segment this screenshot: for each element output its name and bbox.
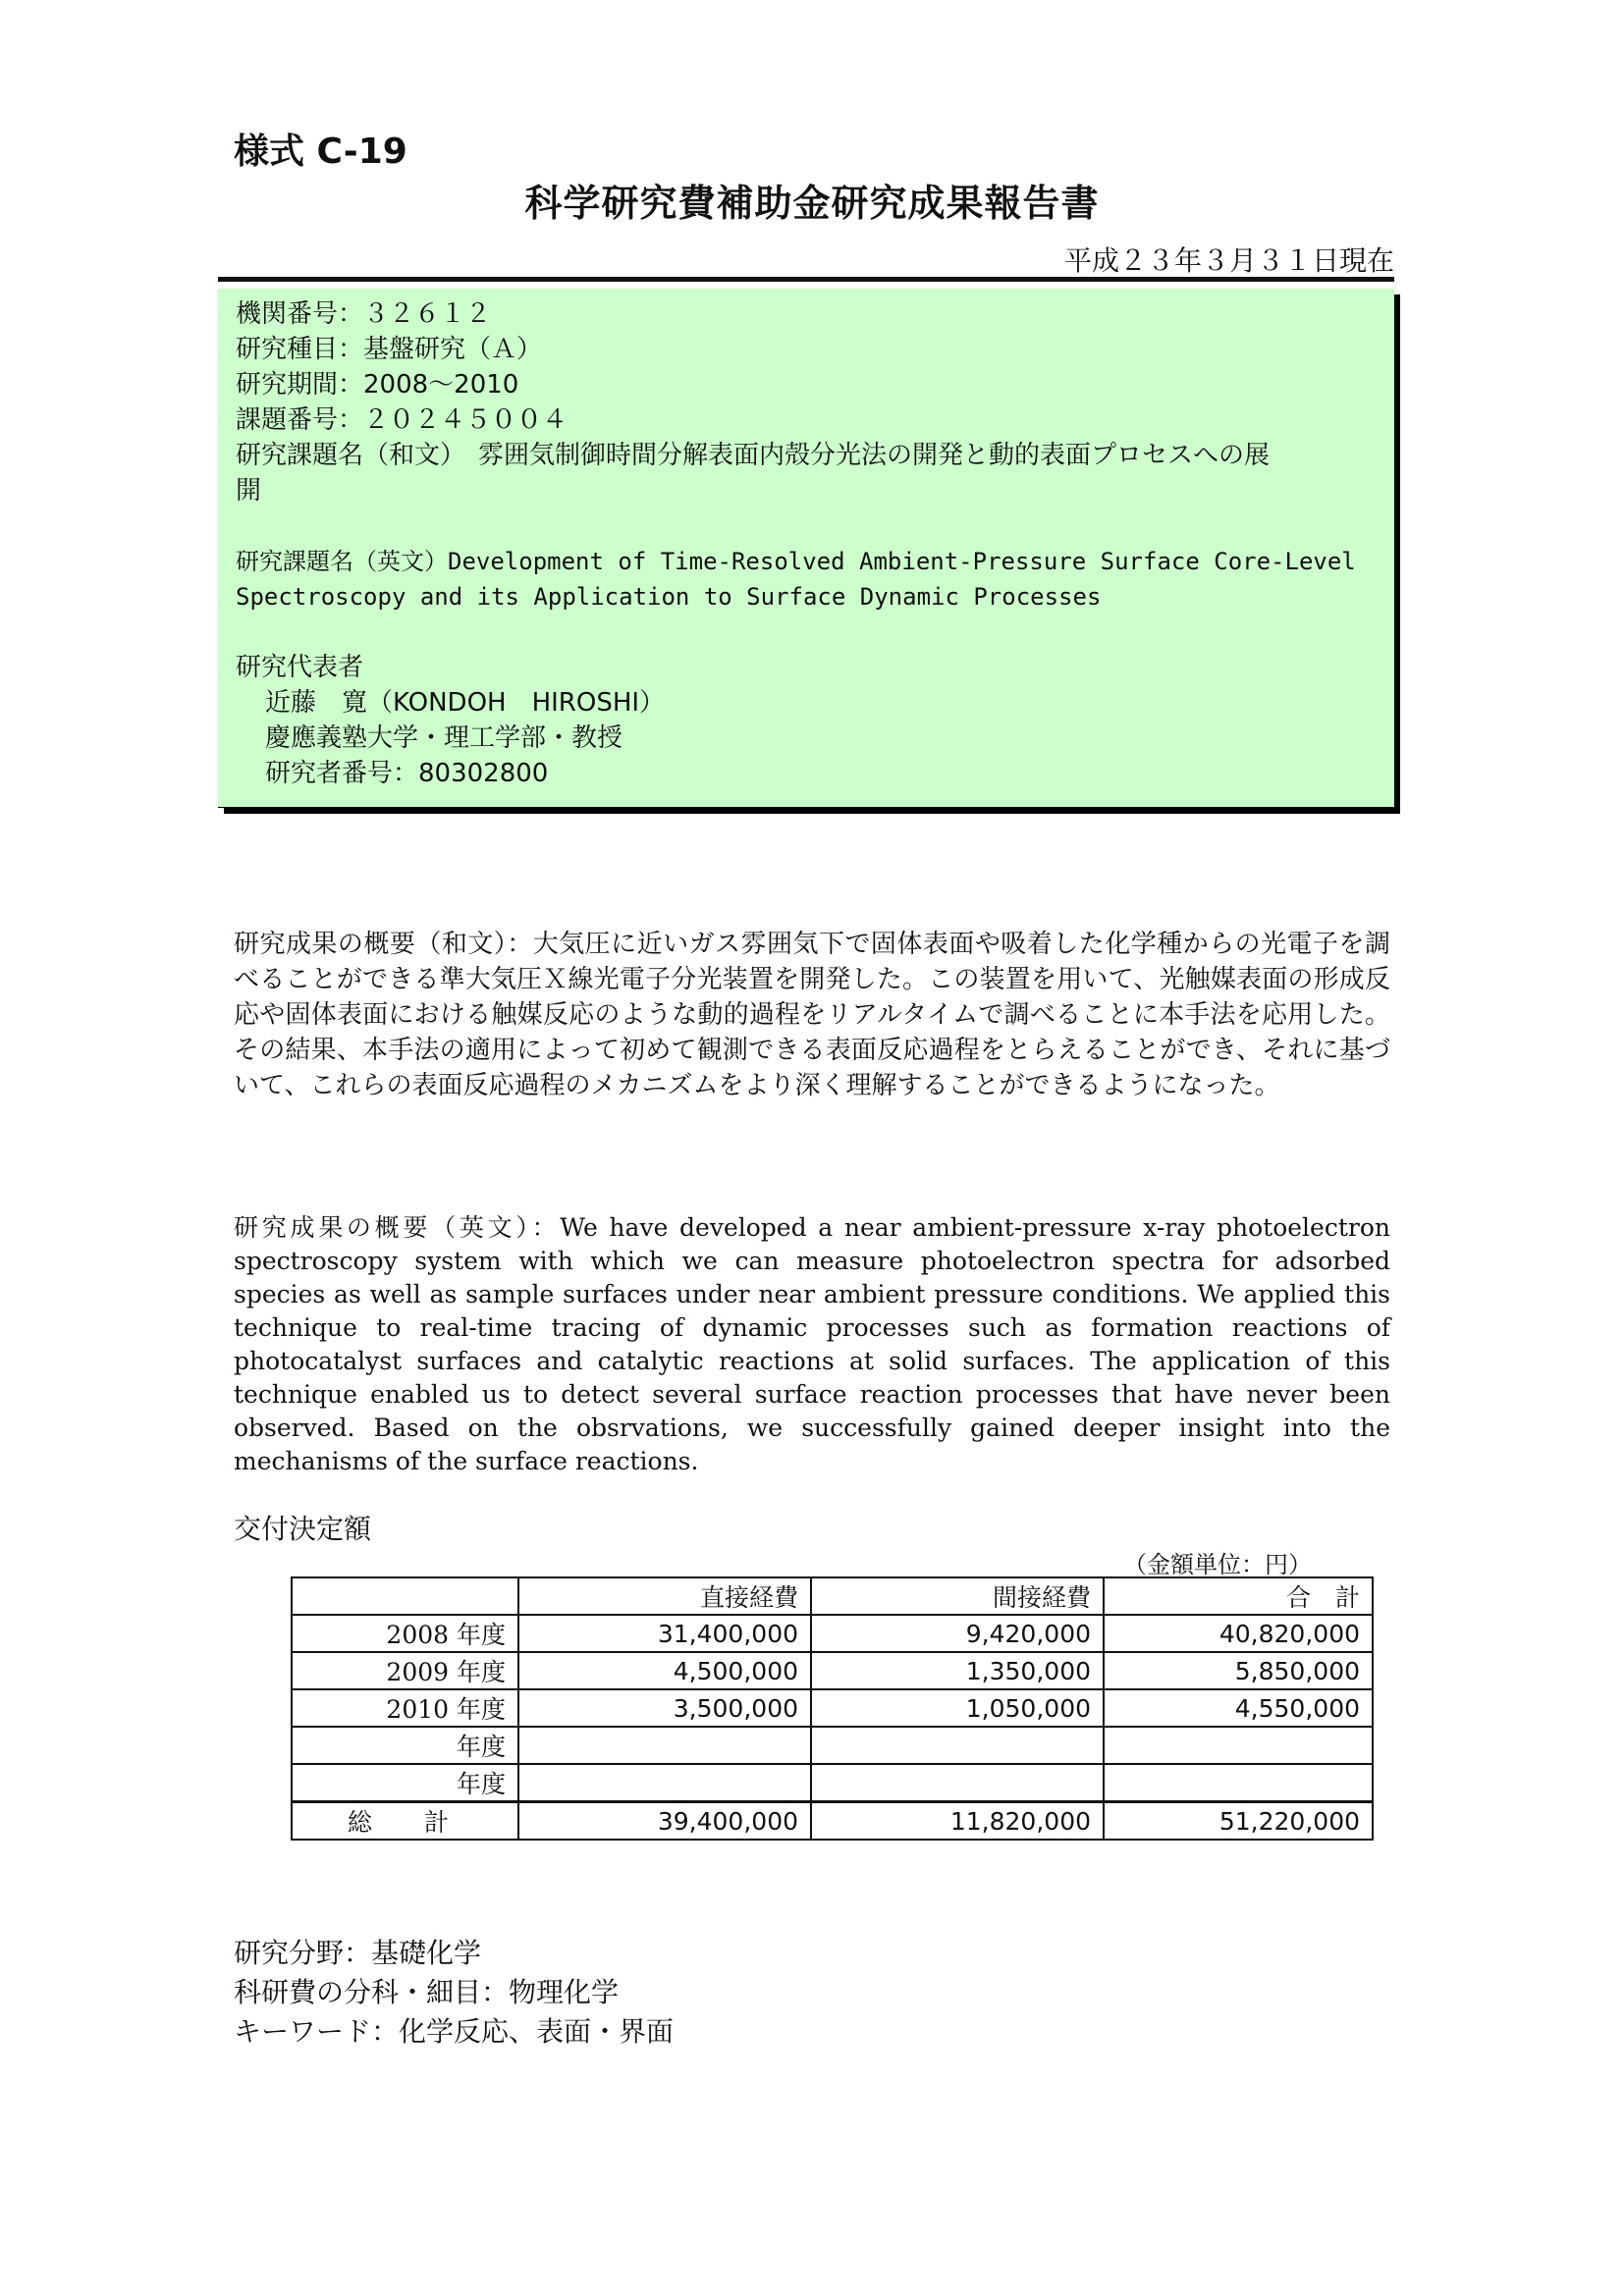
table-cell: 51,220,000 bbox=[1104, 1802, 1373, 1841]
table-cell: 3,500,000 bbox=[518, 1689, 811, 1727]
table-cell: 年度 bbox=[292, 1727, 518, 1764]
table-cell: 40,820,000 bbox=[1104, 1615, 1373, 1652]
table-cell: 年度 bbox=[292, 1764, 518, 1802]
research-category: 研究種目：基盤研究（Ａ） bbox=[236, 335, 543, 364]
table-cell: 2008 年度 bbox=[292, 1615, 518, 1652]
table-cell: 1,050,000 bbox=[811, 1689, 1104, 1727]
table-row bbox=[292, 1615, 1373, 1652]
table-cell: 11,820,000 bbox=[811, 1802, 1104, 1841]
table-row bbox=[292, 1764, 1373, 1802]
research-subfield: 科研費の分科・細目：物理化学 bbox=[234, 1976, 620, 2008]
table-cell: 39,400,000 bbox=[518, 1802, 811, 1841]
table-header: 直接経費 bbox=[518, 1577, 811, 1615]
table-header bbox=[292, 1577, 518, 1615]
as-of-date: 平成２３年３月３１日現在 bbox=[1063, 244, 1394, 277]
document-title: 科学研究費補助金研究成果報告書 bbox=[524, 182, 1100, 225]
table-header-row bbox=[292, 1577, 1373, 1615]
table-cell: 2009 年度 bbox=[292, 1652, 518, 1689]
title-japanese-line-2: 開 bbox=[236, 476, 262, 506]
representative-name: 近藤 寛（KONDOH HIROSHI） bbox=[265, 688, 666, 718]
table-cell bbox=[811, 1764, 1104, 1802]
table-header: 間接経費 bbox=[811, 1577, 1104, 1615]
title-english-line-2: Spectroscopy and its Application to Surface Dynamic Processes bbox=[236, 583, 1102, 611]
header-rule bbox=[218, 277, 1394, 282]
representative-label: 研究代表者 bbox=[236, 653, 364, 682]
table-total-row bbox=[292, 1802, 1373, 1841]
summary-english: 研究成果の概要（英文）：We have developed a near ambient-pressure x-ray photoelectron spectroscopy system with which we can measure photoelectron spectra for adsorbed species as well as sample surfaces under near ambient pressure conditions. We applied this technique to real-time tracing of dynamic processes such as formation reactions of photocatalyst surfaces and catalytic reactions at solid surfaces. The application of this technique enabled us to detect several surface reaction processes that have never been observed. Based on the obsrvations, we successfully gained deeper insight into the mechanisms of the surface reactions. bbox=[234, 1213, 1390, 1475]
table-cell: 9,420,000 bbox=[811, 1615, 1104, 1652]
table-cell: 31,400,000 bbox=[518, 1615, 811, 1652]
table-cell bbox=[811, 1727, 1104, 1764]
table-cell bbox=[518, 1764, 811, 1802]
currency-unit-note: （金額単位：円） bbox=[1123, 1551, 1312, 1578]
project-info-box bbox=[218, 289, 1394, 808]
table-cell: 2010 年度 bbox=[292, 1689, 518, 1727]
table-cell: 5,850,000 bbox=[1104, 1652, 1373, 1689]
title-japanese-line-1: 研究課題名（和文） 雰囲気制御時間分解表面内殻分光法の開発と動的表面プロセスへの展 bbox=[236, 441, 1271, 470]
table-row bbox=[292, 1689, 1373, 1727]
table-cell bbox=[1104, 1764, 1373, 1802]
representative-affiliation: 慶應義塾大学・理工学部・教授 bbox=[265, 723, 623, 753]
grant-table bbox=[291, 1576, 1374, 1841]
project-number: 課題番号：２０２４５００４ bbox=[236, 405, 568, 435]
total-label: 総 計 bbox=[292, 1802, 518, 1841]
table-cell: 1,350,000 bbox=[811, 1652, 1104, 1689]
table-cell: 4,500,000 bbox=[518, 1652, 811, 1689]
research-period: 研究期間：2008～2010 bbox=[236, 370, 519, 400]
research-field: 研究分野：基礎化学 bbox=[234, 1937, 482, 1969]
institution-number: 機関番号：３２６１２ bbox=[236, 299, 492, 329]
summary-japanese: 研究成果の概要（和文）：大気圧に近いガス雰囲気下で固体表面や吸着した化学種からの光電子を調べることができる準大気圧Ｘ線光電子分光装置を開発した。この装置を用いて、光触媒表面の形成反応や固体表面における触媒反応のような動的過程をリアルタイムで調べることに本手法を応用した。その結果、本手法の適用によって初めて観測できる表面反応過程をとらえることができ、それに基づいて、これらの表面反応過程のメカニズムをより深く理解することができるようになった。 bbox=[234, 930, 1390, 1100]
table-cell: 4,550,000 bbox=[1104, 1689, 1373, 1727]
title-english-line-1: 研究課題名（英文）Development of Time-Resolved Ambient-Pressure Surface Core-Level bbox=[236, 548, 1356, 575]
table-cell bbox=[1104, 1727, 1373, 1764]
table-row bbox=[292, 1652, 1373, 1689]
grant-amount-label: 交付決定額 bbox=[234, 1513, 372, 1545]
keywords: キーワード：化学反応、表面・界面 bbox=[234, 2015, 675, 2048]
table-cell bbox=[518, 1727, 811, 1764]
table-header: 合 計 bbox=[1104, 1577, 1373, 1615]
table-row bbox=[292, 1727, 1373, 1764]
form-number: 様式 C-19 bbox=[234, 132, 407, 172]
researcher-number: 研究者番号：80302800 bbox=[265, 759, 549, 788]
